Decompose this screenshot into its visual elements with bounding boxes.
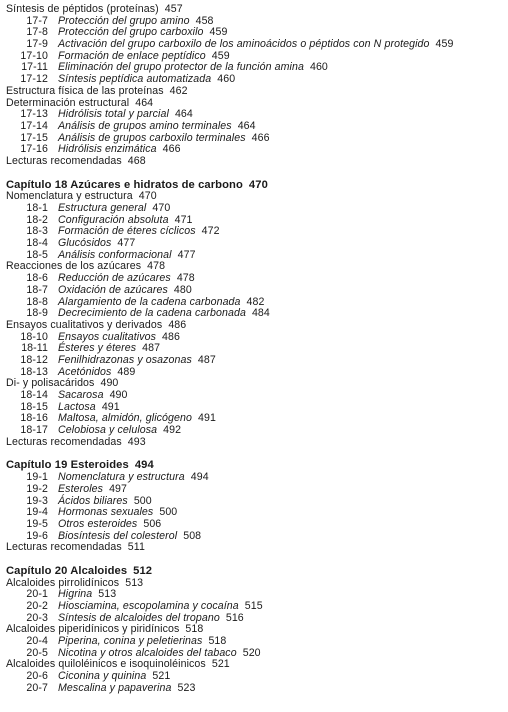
entry-title: Esteroles	[58, 482, 104, 495]
section-number: 18-7	[26, 283, 48, 296]
section-number: 18-12	[20, 353, 48, 366]
entry-title: Sacarosa	[58, 389, 104, 401]
section-number: 18-17	[20, 424, 48, 437]
entry-title: Ésteres y éteres	[58, 342, 137, 355]
page-number: 493	[127, 435, 146, 448]
section-number: 18-4	[26, 237, 48, 250]
entry-title: Análisis de grupos carboxilo terminales	[58, 131, 246, 144]
section-number: 18-6	[26, 272, 48, 285]
entry-title: Alcaloides quiloléinicos e isoquinoléinicos	[6, 658, 206, 671]
section-number: 20-5	[26, 646, 48, 659]
page-number: 508	[183, 529, 202, 542]
entry-title: Biosíntesis del colesterol	[58, 529, 178, 542]
entry-title: Otros esteroides	[58, 517, 138, 530]
entry-title: Reducción de azúcares	[58, 272, 171, 285]
page-number: 459	[435, 38, 454, 51]
page-number: 464	[237, 119, 256, 132]
page-number: 486	[168, 318, 187, 331]
page-number: 487	[142, 342, 161, 355]
section-number: 18-15	[20, 400, 48, 413]
entry-title: Lecturas recomendadas	[6, 435, 122, 448]
section-number: 18-3	[26, 225, 48, 238]
section-number: 18-11	[21, 342, 48, 355]
section-number: 17-14	[20, 119, 48, 132]
entry-title: Ácidos biliares	[58, 494, 128, 507]
entry-title: Análisis conformacional	[58, 248, 172, 261]
entry-title: Lecturas recomendadas	[6, 154, 122, 167]
section-number: 20-1	[26, 588, 48, 601]
entry-title: Oxidación de azúcares	[58, 283, 168, 296]
page-number: 470	[138, 190, 157, 203]
page-number: 471	[174, 213, 193, 226]
page-number: 478	[147, 260, 166, 273]
section-number: 17-9	[26, 38, 48, 51]
page-number: 490	[109, 389, 128, 401]
section-number: 18-9	[26, 307, 48, 320]
toc-topic-entry	[6, 156, 508, 168]
section-number: 20-4	[26, 635, 48, 648]
entry-title: Capítulo 20 Alcaloides	[6, 564, 128, 577]
entry-title: Higrina	[58, 588, 93, 601]
page-number: 464	[135, 96, 154, 109]
section-number: 17-7	[26, 14, 48, 27]
section-number: 17-10	[20, 49, 48, 62]
entry-title: Protección del grupo carboxilo	[58, 26, 204, 39]
page-number: 521	[211, 658, 230, 671]
entry-title: Formación de enlace peptídico	[58, 49, 206, 62]
section-number: 18-8	[26, 295, 48, 308]
page-number: 491	[198, 412, 217, 425]
page-number: 490	[100, 377, 119, 390]
page-number: 497	[109, 482, 128, 495]
entry-title: Decrecimiento de la cadena carbonada	[58, 307, 246, 320]
section-number: 17-13	[20, 108, 48, 121]
section-number: 17-8	[26, 26, 48, 39]
entry-title: Lactosa	[58, 400, 96, 413]
page-number: 512	[133, 564, 153, 577]
page-number: 470	[248, 178, 268, 191]
page-number: 480	[173, 283, 192, 296]
section-number: 19-2	[26, 482, 48, 495]
section-number: 18-14	[20, 389, 48, 401]
entry-title: Alcaloides pirrolidínicos	[6, 576, 120, 589]
entry-title: Hormonas sexuales	[58, 506, 154, 519]
page-number: 458	[195, 14, 214, 27]
page-number: 500	[133, 494, 152, 507]
page-number: 515	[244, 600, 263, 612]
entry-title: Fenilhidrazonas y osazonas	[58, 353, 192, 366]
entry-title: Eliminación del grupo protector de la función amina	[58, 61, 304, 74]
entry-title: Síntesis peptídica automatizada	[58, 73, 212, 86]
section-number: 20-6	[26, 670, 48, 683]
entry-title: Piperina, conina y peletierinas	[58, 635, 203, 648]
section-number: 18-5	[26, 248, 48, 261]
page-number: 464	[174, 108, 193, 121]
entry-title: Mescalina y papaverina	[58, 681, 172, 694]
toc-subsection-entry	[6, 683, 508, 695]
section-number: 17-11	[21, 61, 48, 74]
entry-title: Síntesis de péptidos (proteínas)	[6, 3, 159, 15]
page-number: 518	[185, 623, 204, 636]
section-number: 19-6	[26, 529, 48, 542]
entry-title: Di- y polisacáridos	[6, 377, 95, 390]
section-number: 20-3	[26, 611, 48, 624]
section-number: 20-2	[26, 600, 48, 612]
entry-title: Protección del grupo amino	[58, 14, 190, 27]
section-number: 18-1	[26, 202, 48, 214]
section-number: 20-7	[26, 681, 48, 694]
entry-title: Reacciones de los azúcares	[6, 260, 142, 273]
section-number: 19-1	[26, 471, 48, 484]
page-number: 459	[209, 26, 228, 39]
entry-title: Celobiosa y celulosa	[58, 424, 158, 437]
page-number: 520	[242, 646, 261, 659]
entry-title: Estructura general	[58, 202, 147, 214]
page-number: 466	[162, 143, 181, 156]
section-number: 18-2	[26, 213, 48, 226]
page-number: 491	[101, 400, 120, 413]
section-number: 18-13	[20, 365, 48, 378]
page-number: 468	[127, 154, 146, 167]
page-number: 516	[225, 611, 244, 624]
page-number: 492	[163, 424, 182, 437]
page-number: 466	[251, 131, 270, 144]
page-number: 494	[134, 459, 154, 472]
page-number: 494	[190, 471, 209, 484]
page-number: 460	[217, 73, 236, 86]
page-number: 462	[169, 84, 188, 97]
page-number: 457	[164, 3, 183, 15]
entry-title: Ensayos cualitativos	[58, 330, 156, 343]
section-number: 19-4	[26, 506, 48, 519]
page-number: 523	[177, 681, 196, 694]
entry-title: Glucósidos	[58, 237, 112, 250]
entry-title: Capítulo 19 Esteroides	[6, 459, 129, 472]
entry-title: Capítulo 18 Azúcares e hidratos de carbono	[6, 178, 243, 191]
page-number: 489	[117, 365, 136, 378]
page-number: 518	[208, 635, 227, 648]
entry-title: Estructura física de las proteínas	[6, 84, 164, 97]
entry-title: Configuración absoluta	[58, 213, 169, 226]
entry-title: Análisis de grupos amino terminales	[58, 119, 232, 132]
entry-title: Hidrólisis total y parcial	[58, 108, 169, 121]
entry-title: Maltosa, almidón, glicógeno	[58, 412, 193, 425]
page-number: 472	[201, 225, 220, 238]
entry-title: Alargamiento de la cadena carbonada	[58, 295, 241, 308]
page-number: 477	[177, 248, 196, 261]
page-number: 487	[197, 353, 216, 366]
page-number: 460	[309, 61, 328, 74]
page-number: 484	[251, 307, 270, 320]
entry-title: Formación de éteres cíclicos	[58, 225, 196, 238]
page-number: 482	[246, 295, 265, 308]
page-number: 470	[152, 202, 171, 214]
section-number: 17-15	[20, 131, 48, 144]
toc-topic-entry	[6, 437, 508, 449]
entry-title: Ensayos cualitativos y derivados	[6, 318, 163, 331]
page-number: 459	[211, 49, 230, 62]
entry-title: Nicotina y otros alcaloides del tabaco	[58, 646, 237, 659]
page-number: 513	[98, 588, 117, 601]
section-number: 17-12	[20, 73, 48, 86]
page-number: 486	[161, 330, 180, 343]
entry-title: Síntesis de alcaloides del tropano	[58, 611, 220, 624]
section-number: 18-10	[20, 330, 48, 343]
entry-title: Nomenclatura y estructura	[58, 471, 185, 484]
page-number: 511	[127, 541, 145, 554]
entry-title: Nomenclatura y estructura	[6, 190, 133, 203]
entry-title: Hiosciamina, escopolamina y cocaína	[58, 600, 239, 612]
page-number: 521	[152, 670, 171, 683]
section-number: 19-5	[26, 517, 48, 530]
entry-title: Alcaloides piperidínicos y piridínicos	[6, 623, 180, 636]
entry-title: Activación del grupo carboxilo de los aminoácidos o péptidos con N protegido	[58, 38, 430, 51]
page-number: 513	[125, 576, 144, 589]
entry-title: Lecturas recomendadas	[6, 541, 122, 554]
page-number: 478	[176, 272, 195, 285]
section-number: 18-16	[20, 412, 48, 425]
entry-title: Ciconina y quinina	[58, 670, 147, 683]
page-number: 500	[159, 506, 178, 519]
section-number: 19-3	[26, 494, 48, 507]
section-number: 17-16	[20, 143, 48, 156]
toc-topic-entry	[6, 542, 508, 554]
page-number: 506	[143, 517, 162, 530]
page-number: 477	[117, 237, 136, 250]
entry-title: Determinación estructural	[6, 96, 130, 109]
entry-title: Hidrólisis enzimática	[58, 143, 157, 156]
entry-title: Acetónidos	[58, 365, 112, 378]
